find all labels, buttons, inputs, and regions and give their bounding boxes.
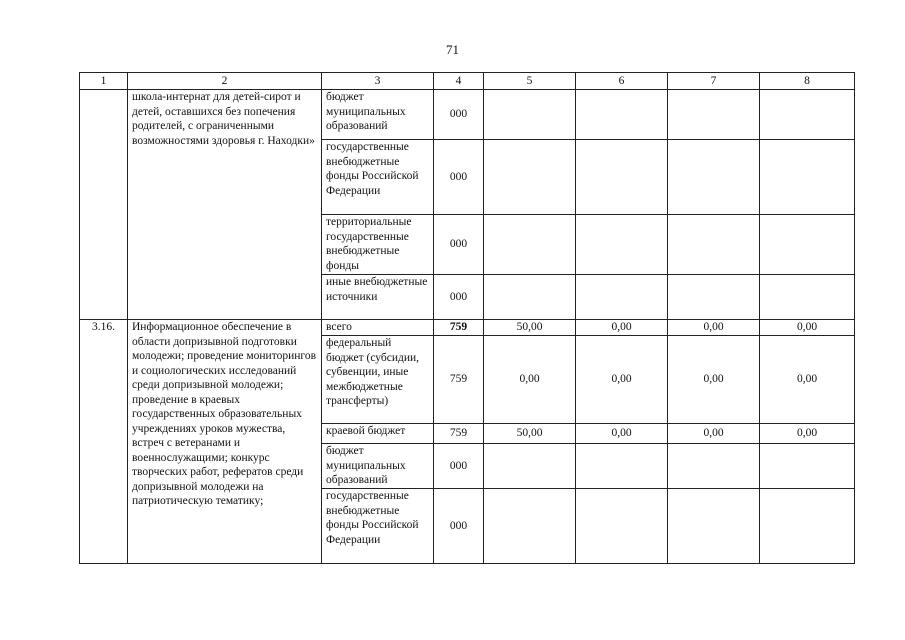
table-row xyxy=(80,90,855,140)
code-cell: 000 xyxy=(434,489,484,564)
value-cell xyxy=(576,90,668,140)
funding-source: государственные внебюджетные фонды Российской Федерации xyxy=(322,489,434,564)
column-header: 7 xyxy=(668,73,760,90)
column-header: 6 xyxy=(576,73,668,90)
column-header-row xyxy=(80,73,855,90)
funding-source: государственные внебюджетные фонды Российской Федерации xyxy=(322,140,434,215)
row-number: 3.16. xyxy=(80,320,128,564)
value-cell xyxy=(576,140,668,215)
value-cell: 0,00 xyxy=(760,424,855,444)
code-cell: 000 xyxy=(434,140,484,215)
code-cell: 000 xyxy=(434,215,484,275)
column-header: 5 xyxy=(484,73,576,90)
value-cell: 0,00 xyxy=(760,336,855,424)
code-cell: 759 xyxy=(434,336,484,424)
value-cell: 0,00 xyxy=(576,424,668,444)
page-number: 71 xyxy=(446,42,459,57)
column-header: 8 xyxy=(760,73,855,90)
value-cell xyxy=(576,444,668,489)
funding-source: федеральный бюджет (субсидии, субвенции, иные межбюджетные трансферты) xyxy=(322,336,434,424)
funding-source: бюджет муниципальных образований xyxy=(322,444,434,489)
code-cell: 000 xyxy=(434,444,484,489)
value-cell: 0,00 xyxy=(576,336,668,424)
funding-source: бюджет муниципальных образований xyxy=(322,90,434,140)
value-cell xyxy=(760,215,855,275)
funding-source: иные внебюджетные источники xyxy=(322,275,434,320)
value-cell: 0,00 xyxy=(760,320,855,336)
code-cell: 759 xyxy=(434,320,484,336)
column-header: 1 xyxy=(80,73,128,90)
funding-source: территориальные государственные внебюджетные фонды xyxy=(322,215,434,275)
value-cell: 0,00 xyxy=(484,336,576,424)
value-cell xyxy=(484,489,576,564)
table-row xyxy=(80,320,855,336)
value-cell xyxy=(484,444,576,489)
value-cell xyxy=(576,489,668,564)
value-cell xyxy=(576,275,668,320)
value-cell xyxy=(668,275,760,320)
value-cell xyxy=(668,215,760,275)
column-header: 2 xyxy=(128,73,322,90)
value-cell xyxy=(760,90,855,140)
value-cell xyxy=(668,90,760,140)
value-cell: 0,00 xyxy=(668,424,760,444)
value-cell: 50,00 xyxy=(484,424,576,444)
value-cell xyxy=(760,140,855,215)
value-cell xyxy=(760,275,855,320)
column-header: 4 xyxy=(434,73,484,90)
code-cell: 759 xyxy=(434,424,484,444)
activity-name: школа-интернат для детей-сирот и детей, оставшихся без попечения родителей, с ограниченными возможностями здоровья г. Находки» xyxy=(128,90,322,320)
value-cell xyxy=(484,90,576,140)
value-cell xyxy=(668,140,760,215)
value-cell xyxy=(668,444,760,489)
value-cell xyxy=(484,215,576,275)
value-cell: 50,00 xyxy=(484,320,576,336)
code-cell: 000 xyxy=(434,275,484,320)
code-cell: 000 xyxy=(434,90,484,140)
column-header: 3 xyxy=(322,73,434,90)
value-cell xyxy=(576,215,668,275)
value-cell xyxy=(668,489,760,564)
value-cell: 0,00 xyxy=(576,320,668,336)
value-cell: 0,00 xyxy=(668,336,760,424)
activity-name: Информационное обеспечение в области допризывной подготовки молодежи; проведение мониторингов и социологических исследований среди допризывной молодежи; проведение в краевых государственных образовательных учреждениях уроков мужества, встреч с ветеранами и военнослужащими; конкурс творческих работ, рефератов среди допризывной молодежи на патриотическую тематику; xyxy=(128,320,322,564)
row-number xyxy=(80,90,128,320)
funding-source: всего xyxy=(322,320,434,336)
budget-table xyxy=(79,72,855,564)
value-cell: 0,00 xyxy=(668,320,760,336)
funding-source: краевой бюджет xyxy=(322,424,434,444)
value-cell xyxy=(760,444,855,489)
value-cell xyxy=(484,275,576,320)
value-cell xyxy=(760,489,855,564)
value-cell xyxy=(484,140,576,215)
